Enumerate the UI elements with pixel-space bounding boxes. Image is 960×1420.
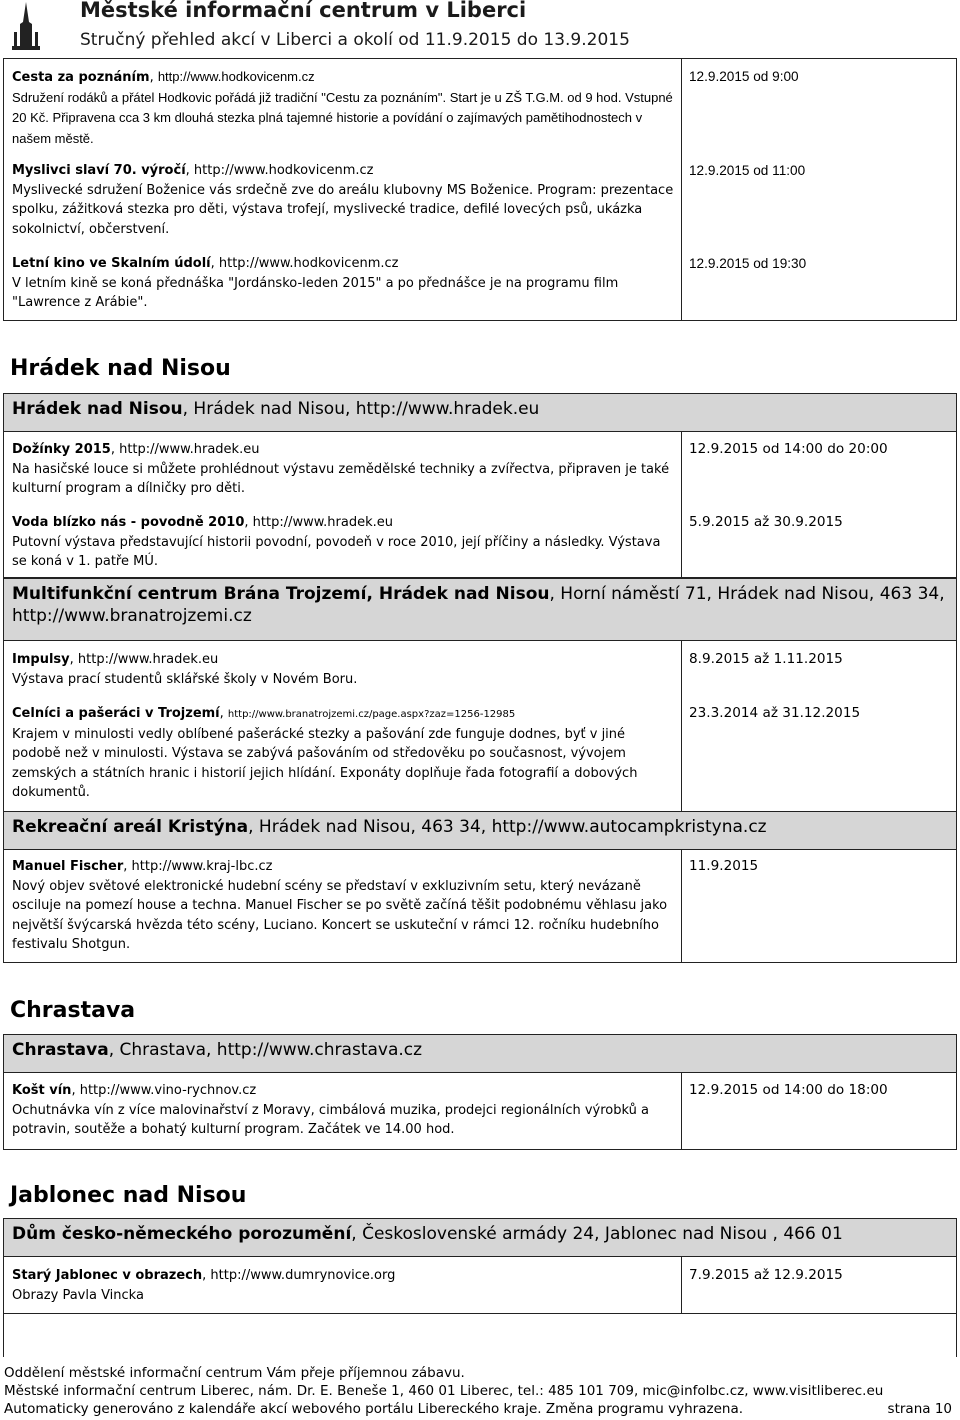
event-title: Dožínky 2015 xyxy=(12,442,111,457)
event-url[interactable]: http://www.hradek.eu xyxy=(252,515,393,530)
column-divider xyxy=(681,1257,682,1313)
venue-header xyxy=(3,578,957,641)
venue-name: Hrádek nad Nisou xyxy=(12,399,183,419)
page-footer xyxy=(4,1364,956,1418)
event-title: Cesta za poznáním xyxy=(12,70,150,85)
venue-header xyxy=(3,811,957,850)
venue-details: , Chrastava, http://www.chrastava.cz xyxy=(108,1040,423,1060)
event-description: Ochutnávka vín z více malovinařství z Moravy, cimbálová muzika, prodejci regionálních výrobků a potravin, soutěže a bohatý kulturní program. Začátek ve 14.00 hod. xyxy=(12,1102,649,1137)
event-title: Letní kino ve Skalním údolí xyxy=(12,256,211,271)
event-url[interactable]: http://www.hodkovicenm.cz xyxy=(218,256,399,271)
event-title: Starý Jablonec v obrazech xyxy=(12,1268,203,1283)
city-heading: Chrastava xyxy=(10,998,136,1023)
city-logo-icon xyxy=(6,2,46,50)
events-box: Košt vín, http://www.vino-rychnov.cz Ochutnávka vín z více malovinařství z Moravy, cimbálová muzika, prodejci regionálních výrobků a potravin, soutěže a bohatý kulturní program. Začátek ve 14.00 hod. 12.9.2015 od 14:00 do 18:00 xyxy=(3,1072,957,1150)
venue-header xyxy=(3,393,957,432)
event-date: 11.9.2015 xyxy=(689,858,759,874)
events-box: Impulsy, http://www.hradek.eu Výstava prací studentů sklářské školy v Novém Boru. 8.9.2015 až 1.11.2015 Celníci a pašeráci v Trojzemí, http://www.branatrojzemi.cz/page.aspx?zaz=1256-12985 Krajem v minulosti vedly oblíbené pašerácké stezky a pašování zde funguje dodnes, byť v jiné podobě než v minulosti. Výstava se zabývá pašováním od středověku po současnost, vývojem zemských a státních hranic i historií jejich hlídání. Exponáty doplňuje řada fotografií a dobových dokumentů. 23.3.2014 až 31.12.2015 xyxy=(3,640,957,812)
event-title: Myslivci slaví 70. výročí xyxy=(12,163,186,178)
event-date: 23.3.2014 až 31.12.2015 xyxy=(689,705,861,721)
events-box: Manuel Fischer, http://www.kraj-lbc.cz Nový objev světové elektronické hudební scény se představí v exkluzivním setu, který nevázaně osciluje na pomezí house a techna. Manuel Fischer se po světě začíná těšit podobnému věhlasu jako největší švýcarská hvězda této scény, Luciano. Koncert se uskuteční v rámci 12. ročníku hudebního festivalu Shotgun. 11.9.2015 xyxy=(3,849,957,963)
event-title: Celníci a pašeráci v Trojzemí xyxy=(12,706,220,721)
event-url[interactable]: http://www.kraj-lbc.cz xyxy=(131,859,273,874)
column-divider xyxy=(681,1073,682,1149)
event-description: Sdružení rodáků a přátel Hodkovic pořádá již tradiční "Cestu za poznáním". Start je u ZŠ T.G.M. od 9 hod. Vstupné 20 Kč. Připravena cca 3 km dlouhá stezka plná tajemné historie a povídání o zajímavých pamětihodnostech v našem městě. xyxy=(12,89,673,146)
event-date: 7.9.2015 až 12.9.2015 xyxy=(689,1267,843,1283)
column-divider xyxy=(681,432,682,577)
event-description: Putovní výstava představující historii povodní, povodeň v roce 2010, její příčiny a následky. Výstava se koná v 1. patře MÚ. xyxy=(12,534,661,569)
event-description: Obrazy Pavla Vincka xyxy=(12,1287,144,1303)
event-title: Voda blízko nás - povodně 2010 xyxy=(12,515,245,530)
column-divider xyxy=(681,850,682,962)
event-date: 12.9.2015 od 9:00 xyxy=(689,69,799,84)
event-date: 12.9.2015 od 19:30 xyxy=(689,256,807,271)
events-box-empty xyxy=(3,1313,957,1357)
event-url[interactable]: http://www.hradek.eu xyxy=(119,442,260,457)
venue-name: Dům česko-německého porozumění xyxy=(12,1224,352,1244)
event-url[interactable]: http://www.hradek.eu xyxy=(77,652,219,667)
events-box: Starý Jablonec v obrazech, http://www.dumrynovice.org Obrazy Pavla Vincka 7.9.2015 až 12.9.2015 xyxy=(3,1256,957,1314)
event-description: Výstava prací studentů sklářské školy v Novém Boru. xyxy=(12,671,358,687)
event-description: Nový objev světové elektronické hudební scény se představí v exkluzivním setu, který nevázaně osciluje na pomezí house a techna. Manuel Fischer se po světě začíná těšit podobnému věhlasu jako největší švýcarská hvězda této scény, Luciano. Koncert se uskuteční v rámci 12. ročníku hudebního festivalu Shotgun. xyxy=(12,878,668,952)
venue-details: , Hrádek nad Nisou, 463 34, http://www.autocampkristyna.cz xyxy=(248,817,767,837)
venue-header xyxy=(3,1218,957,1257)
events-box: Dožínky 2015, http://www.hradek.eu Na hasičské louce si můžete prohlédnout výstavu zemědělské techniky a zvířectva, připraven je také kulturní program a dílničky pro děti. 12.9.2015 od 14:00 do 20:00 Voda blízko nás - povodně 2010, http://www.hradek.eu Putovní výstava představující historii povodní, povodeň v roce 2010, její příčiny a následky. Výstava se koná v 1. patře MÚ. 5.9.2015 až 30.9.2015 xyxy=(3,431,957,578)
event-description: Na hasičské louce si můžete prohlédnout výstavu zemědělské techniky a zvířectva, připraven je také kulturní program a dílničky pro děti. xyxy=(12,461,670,496)
page-header xyxy=(0,0,960,56)
venue-header xyxy=(3,1034,957,1073)
event-date: 12.9.2015 od 14:00 do 18:00 xyxy=(689,1082,888,1098)
event-title: Impulsy xyxy=(12,652,70,667)
venue-details: , Hrádek nad Nisou, http://www.hradek.eu xyxy=(182,399,540,419)
event-url[interactable]: http://www.hodkovicenm.cz xyxy=(157,69,315,84)
page-number: strana 10 xyxy=(887,1401,952,1417)
event-date: 12.9.2015 od 11:00 xyxy=(689,163,806,178)
city-heading: Jablonec nad Nisou xyxy=(10,1183,247,1208)
header-subtitle: Stručný přehled akcí v Liberci a okolí od 11.9.2015 do 13.9.2015 xyxy=(80,30,630,50)
venue-details: , Horní náměstí 71, Hrádek nad Nisou, 463 34, http://www.branatrojzemi.cz xyxy=(12,584,945,626)
event-date: 8.9.2015 až 1.11.2015 xyxy=(689,651,843,667)
venue-details: , Československé armády 24, Jablonec nad Nisou , 466 01 xyxy=(351,1224,843,1244)
event-title: Košt vín xyxy=(12,1083,72,1098)
event-description: Myslivecké sdružení Boženice vás srdečně zve do areálu klubovny MS Boženice. Program: prezentace spolku, zážitková stezka pro děti, výstava trofejí, myslivecké tradice, defilé lovecých psů, ukázka sokolnictví, občerstvení. xyxy=(12,182,674,237)
events-box-continued: Cesta za poznáním, http://www.hodkovicenm.cz Sdružení rodáků a přátel Hodkovic pořádá již tradiční "Cestu za poznáním". Start je u ZŠ T.G.M. od 9 hod. Vstupné 20 Kč. Připravena cca 3 km dlouhá stezka plná tajemné historie a povídání o zajímavých pamětihodnostech v našem městě. 12.9.2015 od 9:00 Myslivci slaví 70. výročí, http://www.hodkovicenm.cz Myslivecké sdružení Boženice vás srdečně zve do areálu klubovny MS Boženice. Program: prezentace spolku, zážitková stezka pro děti, výstava trofejí, myslivecké tradice, defilé lovecých psů, ukázka sokolnictví, občerstvení. 12.9.2015 od 11:00 Letní kino ve Skalním údolí, http://www.hodkovicenm.cz V letním kině se koná přednáška "Jordánsko-leden 2015" a po přednášce je na programu film "Lawrence z Arábie". 12.9.2015 od 19:30 xyxy=(3,58,957,321)
venue-name: Rekreační areál Kristýna xyxy=(12,817,249,837)
column-divider xyxy=(681,59,682,320)
event-title: Manuel Fischer xyxy=(12,859,124,874)
venue-name: Multifunkční centrum Brána Trojzemí, Hrádek nad Nisou xyxy=(12,584,550,604)
footer-note: Automaticky generováno z kalendáře akcí webového portálu Libereckého kraje. Změna programu vyhrazena. xyxy=(4,1401,744,1417)
event-date: 5.9.2015 až 30.9.2015 xyxy=(689,514,843,530)
event-url[interactable]: http://www.hodkovicenm.cz xyxy=(193,163,374,178)
event-url[interactable]: http://www.branatrojzemi.cz/page.aspx?zaz=1256-12985 xyxy=(227,709,516,720)
venue-name: Chrastava xyxy=(12,1040,109,1060)
header-title: Městské informační centrum v Liberci xyxy=(80,0,527,22)
footer-note-row xyxy=(4,1400,956,1418)
event-url[interactable]: http://www.vino-rychnov.cz xyxy=(79,1083,257,1098)
event-date: 12.9.2015 od 14:00 do 20:00 xyxy=(689,441,888,457)
footer-contact: Městské informační centrum Liberec, nám. Dr. E. Beneše 1, 460 01 Liberec, tel.: 485 101 709, mic@infolbc.cz, www.visitliberec.eu xyxy=(4,1383,884,1399)
column-divider xyxy=(681,641,682,811)
event-description: V letním kině se koná přednáška "Jordánsko-leden 2015" a po přednášce je na programu film "Lawrence z Arábie". xyxy=(12,275,619,310)
event-description: Krajem v minulosti vedly oblíbené pašerácké stezky a pašování zde funguje dodnes, byť v jiné podobě než v minulosti. Výstava se zabývá pašováním od středověku po současnost, vývojem zemských a státních hranic i historií jejich hlídání. Exponáty doplňuje řada fotografií a dobových dokumentů. xyxy=(12,726,638,800)
footer-greeting: Oddělení městské informační centrum Vám přeje příjemnou zábavu. xyxy=(4,1365,465,1381)
city-heading: Hrádek nad Nisou xyxy=(10,356,231,381)
event-url[interactable]: http://www.dumrynovice.org xyxy=(210,1268,396,1283)
